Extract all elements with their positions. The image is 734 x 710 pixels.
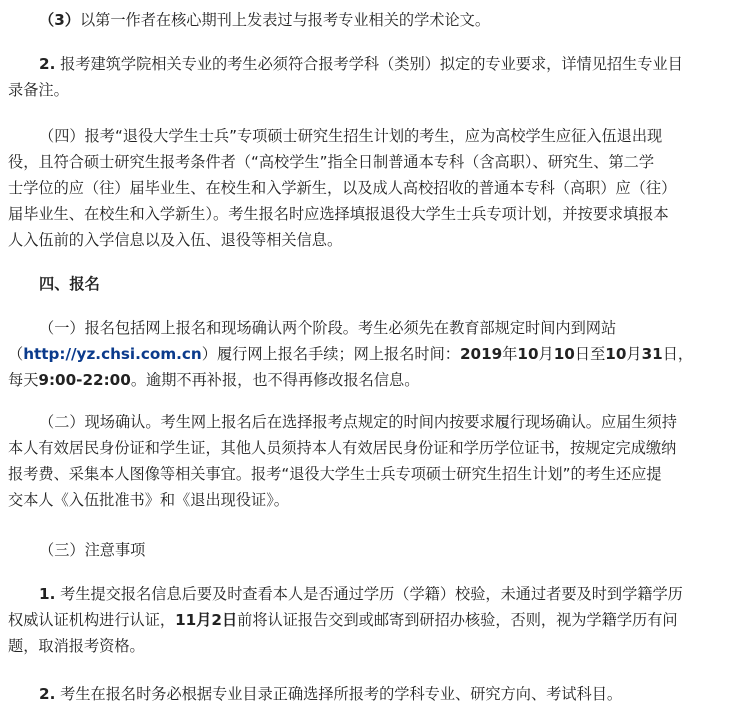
text-line xyxy=(8,51,683,77)
text-line: 届毕业生、在校生和入学新生）。考生报名时应选择填报退役大学生士兵专项计划，并按要求填报本 xyxy=(8,205,669,223)
deadline-date: 11月2日 xyxy=(175,611,238,629)
paragraph-architecture-requirement xyxy=(8,51,683,103)
paragraph-requirement-3 xyxy=(8,7,490,33)
item-number: 2. xyxy=(39,55,56,73)
section-heading-registration xyxy=(8,271,100,297)
text-span: 每天 xyxy=(8,371,39,389)
paragraph-note-2 xyxy=(8,681,622,707)
item-text: 以第一作者在核心期刊上发表过与报考专业相关的学术论文。 xyxy=(79,11,491,29)
text-line: 交本人《入伍批准书》和《退出现役证》。 xyxy=(8,491,289,509)
text-span: 。逾期不再补报，也不得再修改报名信息。 xyxy=(130,371,420,389)
text-line: 士学位的应（往）届毕业生、在校生和入学新生，以及成人高校招收的普通本专科（高职）应（往） xyxy=(8,179,677,197)
subsection-notes xyxy=(8,537,145,563)
text-line: 役，且符合硕士研究生报考条件者（“高校学生”指全日制普通本专科（含高职）、研究生、第二学 xyxy=(8,153,655,171)
text-line xyxy=(8,607,683,633)
text-line: 报考费、采集本人图像等相关事宜。报考“退役大学生士兵专项硕士研究生招生计划”的考生还应提 xyxy=(8,465,662,483)
date-part: 10 xyxy=(517,345,539,363)
item-number: （3） xyxy=(39,11,80,29)
chsi-website-link[interactable]: http://yz.chsi.com.cn xyxy=(23,345,202,363)
date-part: 31 xyxy=(641,345,663,363)
paren: ） xyxy=(201,345,217,363)
text-line xyxy=(8,341,693,367)
date-part: 月 xyxy=(626,345,642,363)
date-part: 日至 xyxy=(574,345,606,363)
text-line: 本人有效居民身份证和学生证，其他人员须持本人有效居民身份证和学历学位证书，按规定完成缴纳 xyxy=(8,439,677,457)
text-line: （四）报考“退役大学生士兵”专项硕士研究生招生计划的考生，应为高校学生应征入伍退出现 xyxy=(39,127,663,145)
text-line xyxy=(8,681,622,707)
time-range: 9:00-22:00 xyxy=(38,371,131,389)
text-line xyxy=(8,581,683,607)
date-part: 10 xyxy=(553,345,575,363)
item-number: 2. xyxy=(39,685,56,703)
text-line: （一）报名包括网上报名和现场确认两个阶段。考生必须先在教育部规定时间内到网站 xyxy=(39,319,617,337)
text-span: 权威认证机构进行认证， xyxy=(8,611,176,629)
item-text: 报考建筑学院相关专业的考生必须符合报考学科（类别）拟定的专业要求，详情见招生专业目 xyxy=(60,55,683,73)
date-part: 日， xyxy=(662,345,694,363)
paragraph-online-registration xyxy=(8,315,693,393)
text-span: 履行网上报名手续；网上报名时间： xyxy=(216,345,460,363)
date-part: 年 xyxy=(502,345,518,363)
paragraph-veteran-students xyxy=(8,123,676,253)
item-text: 考生提交报名信息后要及时查看本人是否通过学历（学籍）校验，未通过者要及时到学籍学历 xyxy=(60,585,683,603)
paragraph-onsite-confirmation xyxy=(8,409,677,513)
date-part: 2019 xyxy=(459,345,503,363)
text-line: （二）现场确认。考生网上报名后在选择报考点规定的时间内按要求履行现场确认。应届生须持 xyxy=(39,413,677,431)
text-line: 题，取消报考资格。 xyxy=(8,637,145,655)
text-line: 录备注。 xyxy=(8,81,69,99)
section-heading: 四、报名 xyxy=(39,275,100,293)
paragraph-note-1 xyxy=(8,581,683,659)
text-line: 人入伍前的入学信息以及入伍、退役等相关信息。 xyxy=(8,231,343,249)
text-span: 前将认证报告交到或邮寄到研招办核验，否则，视为学籍学历有问 xyxy=(237,611,678,629)
date-part: 10 xyxy=(605,345,627,363)
text-line xyxy=(8,7,490,33)
date-part: 月 xyxy=(538,345,554,363)
item-text: 考生在报名时务必根据专业目录正确选择所报考的学科专业、研究方向、考试科目。 xyxy=(60,685,623,703)
paren: （ xyxy=(8,345,24,363)
item-number: 1. xyxy=(39,585,56,603)
text-line xyxy=(8,367,693,393)
subsection-heading: （三）注意事项 xyxy=(39,541,146,559)
